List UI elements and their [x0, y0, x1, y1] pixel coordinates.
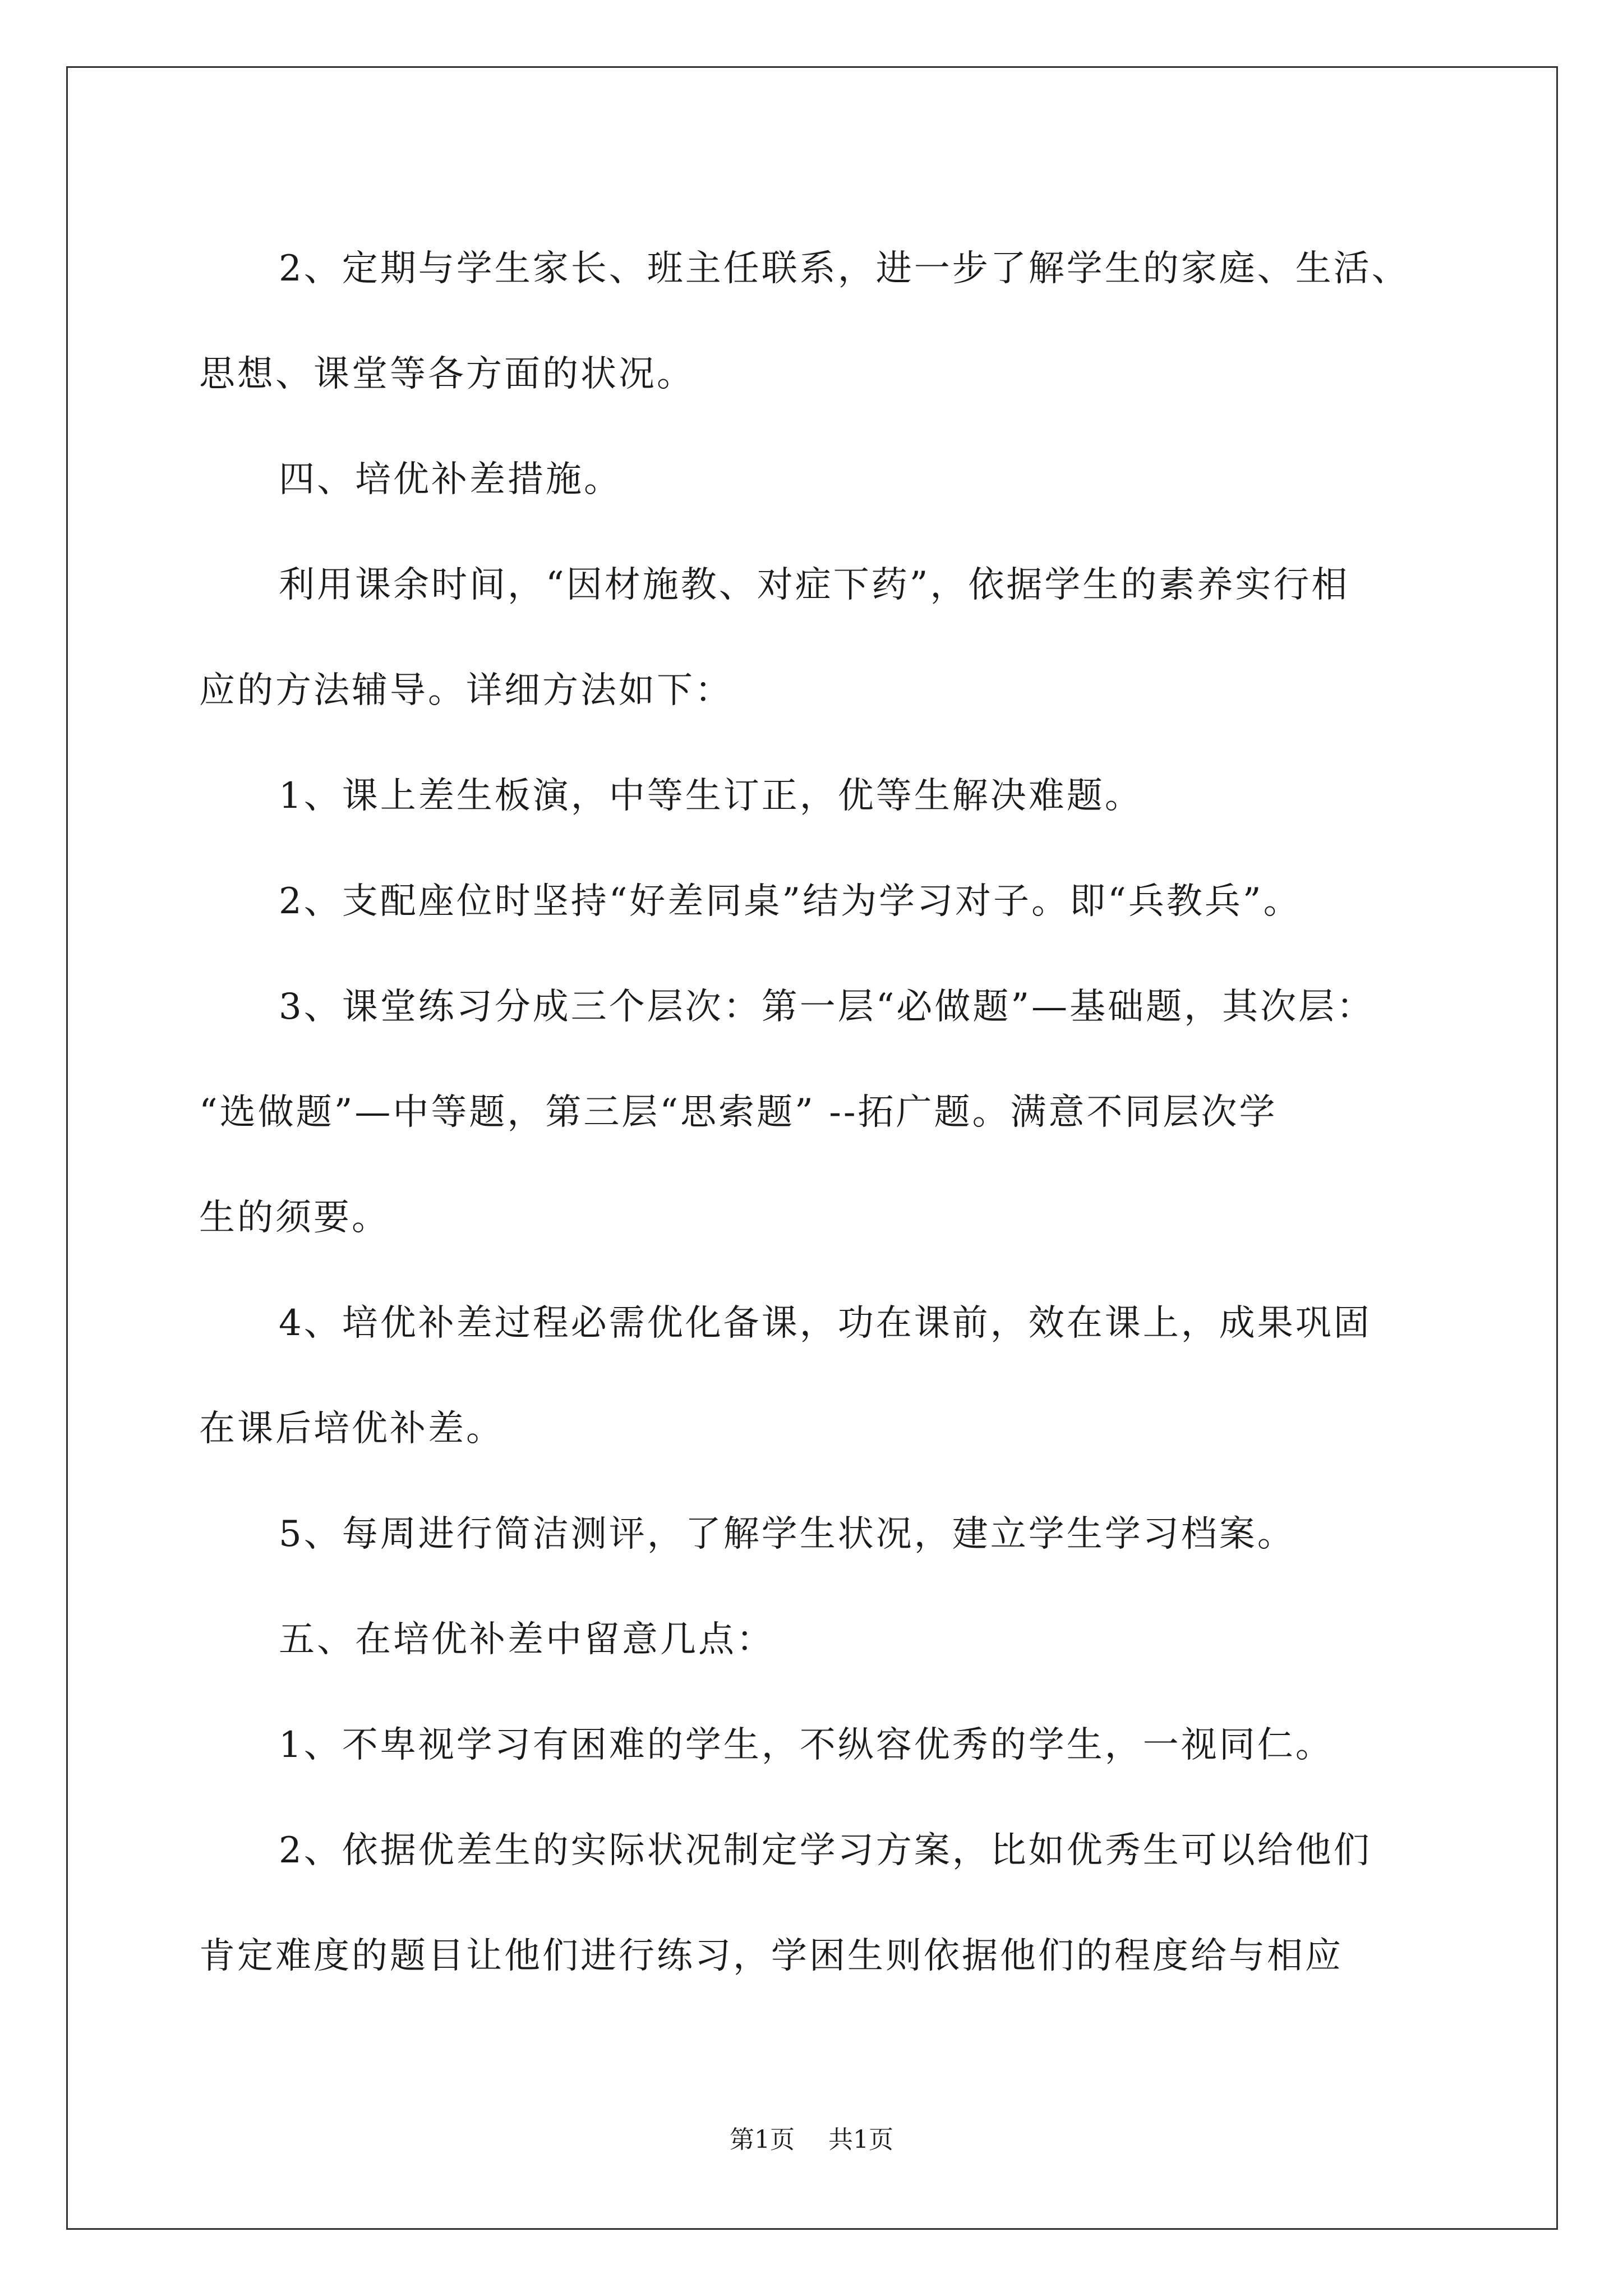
- page-number: 第1页: [730, 2125, 795, 2154]
- total-pages: 共1页: [828, 2125, 893, 2154]
- paragraph-line: 应的方法辅导。详细方法如下：: [199, 670, 733, 711]
- list-item: 3、课堂练习分成三个层次：第一层“必做题”—基础题，其次层：: [279, 986, 1375, 1028]
- page-footer: [0, 2123, 1623, 2157]
- list-item: 1、不卑视学习有困难的学生，不纵容优秀的学生，一视同仁。: [279, 1724, 1334, 1766]
- paragraph-line: 生的须要。: [199, 1197, 390, 1239]
- paragraph-line: “选做题”—中等题，第三层“思索题” --拓广题。满意不同层次学: [199, 1092, 1278, 1133]
- paragraph-line: 利用课余时间，“因材施教、对症下药”，依据学生的素养实行相: [279, 564, 1350, 606]
- document-body: [199, 216, 1422, 2009]
- section-heading: 五、在培优补差中留意几点：: [279, 1619, 774, 1660]
- list-item: 5、每周进行简洁测评，了解学生状况，建立学生学习档案。: [279, 1513, 1295, 1555]
- paragraph-line: 2、定期与学生家长、班主任联系，进一步了解学生的家庭、生活、: [279, 248, 1410, 289]
- section-heading: 四、培优补差措施。: [279, 459, 622, 500]
- list-item: 4、培优补差过程必需优化备课，功在课前，效在课上，成果巩固: [279, 1303, 1372, 1344]
- list-item: 2、支配座位时坚持“好差同桌”结为学习对子。即“兵教兵”。: [279, 881, 1302, 922]
- paragraph-line: 思想、课堂等各方面的状况。: [199, 353, 695, 395]
- paragraph-line: 肯定难度的题目让他们进行练习，学困生则依据他们的程度给与相应: [199, 1935, 1343, 1977]
- list-item: 1、课上差生板演，中等生订正，优等生解决难题。: [279, 775, 1143, 817]
- list-item: 2、依据优差生的实际状况制定学习方案，比如优秀生可以给他们: [279, 1830, 1372, 1871]
- paragraph-line: 在课后培优补差。: [199, 1408, 504, 1450]
